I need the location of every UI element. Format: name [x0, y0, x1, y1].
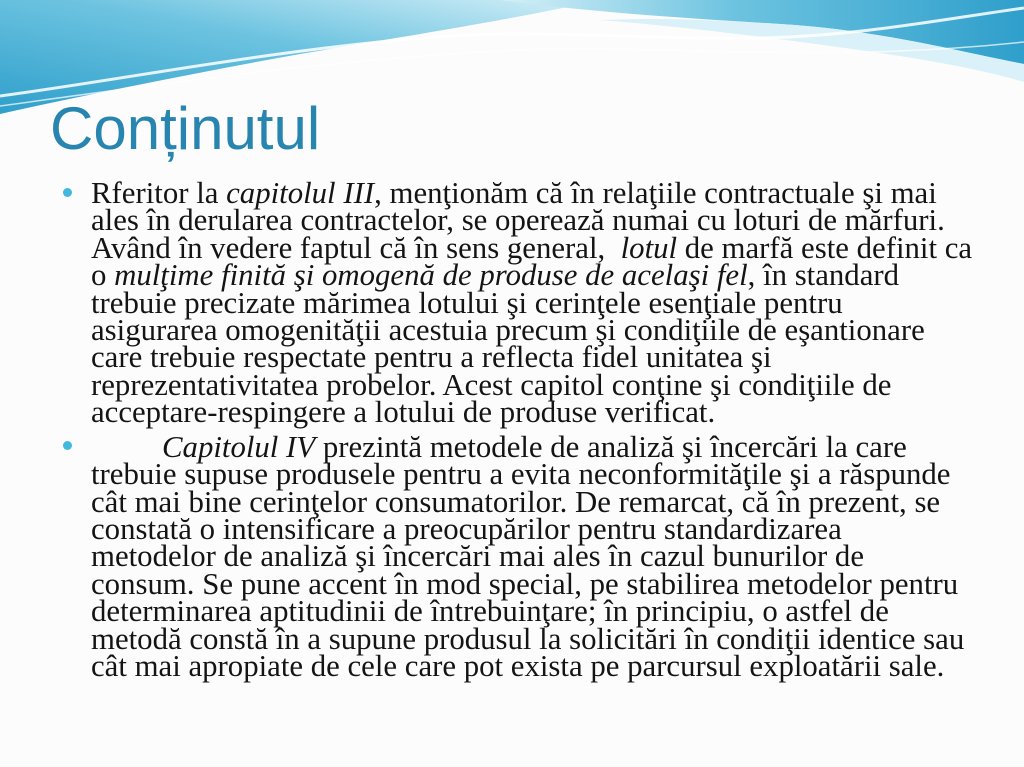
italic-text-segment: capitolul III: [226, 176, 375, 210]
text-line: [91, 649, 1024, 684]
bullet-text: [91, 176, 1024, 430]
text-segment: trebuie precizate mărimea lotului şi cerinţele esenţiale pentru: [91, 285, 843, 320]
text-segment: de marfă este definit ca: [677, 230, 973, 265]
italic-text-segment: lotul: [620, 230, 678, 265]
text-segment: ales în derularea contractelor, se operează numai cu loturi de mărfuri.: [91, 203, 945, 238]
text-segment: trebuie supuse produsele pentru a evita neconformităţile şi a răspunde: [91, 457, 951, 492]
text-segment: metodă constă în a supune produsul la solicitări în condiţii identice sau: [91, 621, 965, 656]
text-segment: , în standard: [747, 258, 900, 293]
text-segment: consum. Se pune accent în mod special, pe stabilirea metodelor pentru: [91, 566, 959, 601]
bullet-item: [0, 429, 1024, 684]
text-segment: Rferitor la: [91, 176, 227, 210]
bullet-dot-icon: [63, 441, 72, 450]
bullet-item: [0, 176, 1024, 430]
text-segment: constată o intensificare a preocupărilor pentru standardizarea: [91, 512, 842, 547]
text-segment: prezintă metodele de analiză şi încercări la care: [315, 429, 907, 464]
text-segment: determinarea aptitudinii de întrebuinţare; în principiu, o astfel de: [91, 594, 889, 629]
bullet-list: [0, 176, 1024, 684]
bullet-text: [91, 429, 1024, 684]
italic-text-segment: Capitolul IV: [162, 429, 316, 464]
bullet-dot-icon: [63, 188, 72, 197]
text-segment: Având în vedere faptul că în sens general,: [91, 230, 621, 265]
text-segment: cât mai bine cerinţelor consumatorilor. De remarcat, că în prezent, se: [91, 484, 941, 519]
text-segment: metodelor de analiză şi încercări mai ales în cazul bunurilor de: [91, 539, 865, 574]
text-line: [91, 395, 1024, 430]
text-segment: o: [91, 258, 115, 293]
text-segment: care trebuie respectate pentru a reflecta fidel unitatea şi: [91, 340, 772, 375]
text-segment: cât mai apropiate de cele care pot exista pe parcursul exploatării sale.: [91, 649, 945, 684]
slide-title: Conținutul: [50, 95, 321, 162]
italic-text-segment: mulţime finită şi omogenă de produse de acelaşi fel: [114, 258, 748, 293]
text-segment: reprezentativitatea probelor. Acest capitol conţine şi condiţiile de: [91, 367, 892, 402]
text-segment: , menţionăm că în relaţiile contractuale şi mai: [374, 176, 937, 210]
text-segment: acceptare-respingere a lotului de produse verificat.: [91, 395, 716, 430]
text-segment: asigurarea omogenităţii acestuia precum şi condiţiile de eşantionare: [91, 312, 925, 347]
